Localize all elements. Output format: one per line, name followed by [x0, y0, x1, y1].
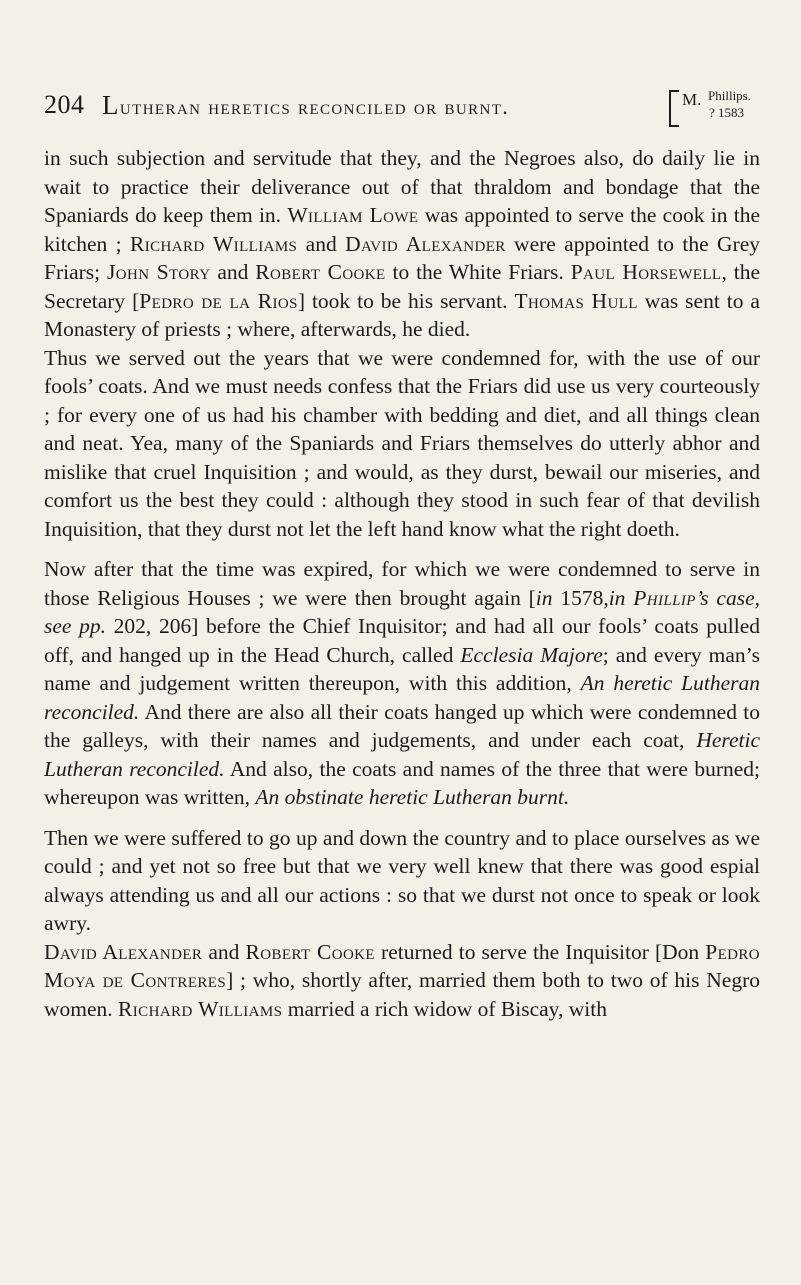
paragraph-3	[44, 555, 760, 812]
styled-run: Robert Cooke	[255, 260, 386, 284]
styled-run: Phillip	[633, 585, 696, 610]
text-run: was appointed to serve the cook in the kitchen ;	[44, 203, 760, 256]
text-run: and	[202, 939, 246, 964]
styled-run: Richard Williams	[129, 231, 298, 256]
styled-run: Heretic Lutheran reconciled.	[44, 728, 760, 781]
styled-run: Ecclesia Majore	[460, 642, 603, 667]
paragraph-2	[44, 344, 760, 544]
text-run: 202, 206] before the Chief Inquisitor; and had all our fools’ coats pulled off, and hanged up in the Head Church, called	[44, 614, 760, 667]
styled-run: An heretic Lutheran reconciled.	[44, 671, 760, 724]
text-run: in such subjection and servitude that they, and the Negroes also, do daily lie in wait to practice their deliverance out of that thraldom and bondage that the Spaniards do keep them in.	[44, 146, 760, 227]
running-title-initial: L	[102, 90, 120, 120]
text-run: ; and every man’s name and judgement written thereupon, with this addition,	[44, 642, 761, 695]
styled-run: Robert Cooke	[245, 939, 375, 964]
styled-run: ’s case, see pp.	[44, 585, 760, 638]
styled-run: Pedro Moya de Contreres	[44, 939, 761, 992]
text-run: ] took to be his servant.	[297, 288, 515, 313]
paragraph-4	[44, 824, 760, 938]
styled-run: David Alexander	[345, 231, 506, 256]
marginal-ref-initial: M.	[682, 90, 702, 109]
text-run: returned to serve the Inquisitor [Don	[374, 939, 706, 964]
styled-run: David Alexander	[44, 939, 203, 964]
styled-run: in	[535, 585, 553, 610]
text-run: Now after that the time was expired, for which we were condemned to serve in those Religious Houses ; we were then brought again [	[44, 557, 760, 610]
text-run: and	[210, 260, 256, 284]
running-title	[102, 90, 509, 121]
body-text	[44, 144, 760, 1023]
styled-run: Paul Horsewell	[570, 260, 722, 284]
text-run: Then we were suffered to go up and down the country and to place ourselves as we could ; and yet not so free but that we very well knew that there was good espial always attending us and all our actions : so that we durst not once to speak or look awry.	[44, 825, 760, 935]
text-run: , the Secretary [	[44, 260, 761, 313]
styled-run: An obstinate heretic Lutheran burnt.	[255, 785, 570, 809]
text-run: to the White Friars.	[385, 260, 571, 284]
text-run: and	[297, 231, 346, 256]
text-run: was sent to a Monastery of priests ; where, afterwards, he died.	[44, 288, 760, 341]
styled-run: Richard Williams	[118, 996, 283, 1021]
marginal-ref-name: Phillips.	[708, 88, 751, 103]
paragraph-1	[44, 144, 760, 344]
running-head	[44, 86, 784, 130]
styled-run: William Lowe	[287, 203, 419, 227]
running-title-text: utheran heretics reconciled or burnt.	[119, 94, 510, 119]
text-run: ] ; who, shortly after, married them both to two of his Negro women.	[44, 968, 760, 1021]
styled-run: Thomas Hull	[514, 288, 638, 313]
page-number: 204	[44, 90, 85, 119]
text-run: married a rich widow of Biscay, with	[282, 996, 608, 1021]
text-run: were appointed to the Grey Friars;	[44, 231, 760, 284]
text-run: Thus we served out the years that we were condemned for, with the use of our fools’ coats. And we must needs confess that the Friars did use us very courteously ; for every one of us had his chamber with bedding and diet, and all things clean and neat. Yea, many of the Spaniards and Friars themselves do utterly abhor and mislike that cruel Inquisition ; and would, as they durst, bewail our miseries, and comfort us the best they could : although they stood in such fear of that devilish Inquisition, that they durst not let the left hand know what the right doeth.	[44, 345, 760, 541]
text-run: And there are also all their coats hanged up which were condemned to the galleys, with their names and judgements, and under each coat,	[44, 699, 760, 752]
marginal-ref-year: ? 1583	[709, 105, 745, 120]
styled-run: John Story	[107, 260, 211, 284]
text-run: 1578,	[552, 585, 609, 610]
bracket-mark	[669, 90, 679, 127]
paragraph-5	[44, 938, 760, 1024]
styled-run: in	[608, 585, 634, 610]
styled-run: Pedro de la Rios	[139, 288, 298, 313]
text-run: And also, the coats and names of the three that were burned; whereupon was written,	[44, 756, 761, 809]
